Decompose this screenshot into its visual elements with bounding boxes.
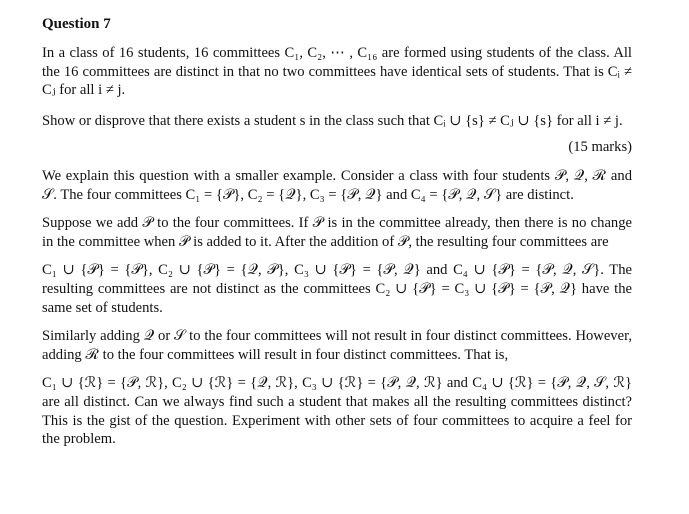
explanation-result-p: C₁ ∪ {𝒫} = {𝒫}, C₂ ∪ {𝒫} = {𝒬, 𝒫}, C₃ ∪ {𝒫} = {𝒫, 𝒬} and C₄ ∪ {𝒫} = {𝒫, 𝒬, 𝒮}. The resulting committees are not distinct as the committees C₂ ∪ {𝒫} = C₃ ∪ {𝒫} = {𝒫, 𝒬} have the same set of students. xyxy=(42,262,632,316)
question-statement: In a class of 16 students, 16 committees C₁, C₂, ⋯ , C₁₆ are formed using students of the class. All the 16 committees are distinct in that no two committees have identical sets of students. That is Cᵢ ≠ Cⱼ for all i ≠ j. xyxy=(42,45,632,99)
question-task: Show or disprove that there exists a student s in the class such that Cᵢ ∪ {s} ≠ Cⱼ ∪ {s} for all i ≠ j. xyxy=(42,112,623,129)
explanation-add-p: Suppose we add 𝒫 to the four committees. If 𝒫 is in the committee already, then there is no change in the committee when 𝒫 is added to it. After the addition of 𝒫, the resulting four committees are xyxy=(42,215,632,250)
question-document xyxy=(42,14,632,449)
question-heading: Question 7 xyxy=(42,16,111,32)
marks-label: (15 marks) xyxy=(568,139,632,156)
explanation-result-r: C₁ ∪ {ℛ} = {𝒫, ℛ}, C₂ ∪ {ℛ} = {𝒬, ℛ}, C₃ ∪ {ℛ} = {𝒫, 𝒬, ℛ} and C₄ ∪ {ℛ} = {𝒫, 𝒬, 𝒮, ℛ} are all distinct. Can we always find such a student that makes all the resulting committees distinct? This is the gist of the question. Experiment with other sets of four committees to acquire a feel for the problem. xyxy=(42,375,632,448)
explanation-similarly: Similarly adding 𝒬 or 𝒮 to the four committees will not result in four distinct committees. However, adding ℛ to the four committees will result in four distinct committees. That is, xyxy=(42,328,632,363)
explanation-intro: We explain this question with a smaller example. Consider a class with four students 𝒫, 𝒬, ℛ and 𝒮. The four committees C₁ = {𝒫}, C₂ = {𝒬}, C₃ = {𝒫, 𝒬} and C₄ = {𝒫, 𝒬, 𝒮} are distinct. xyxy=(42,167,632,203)
